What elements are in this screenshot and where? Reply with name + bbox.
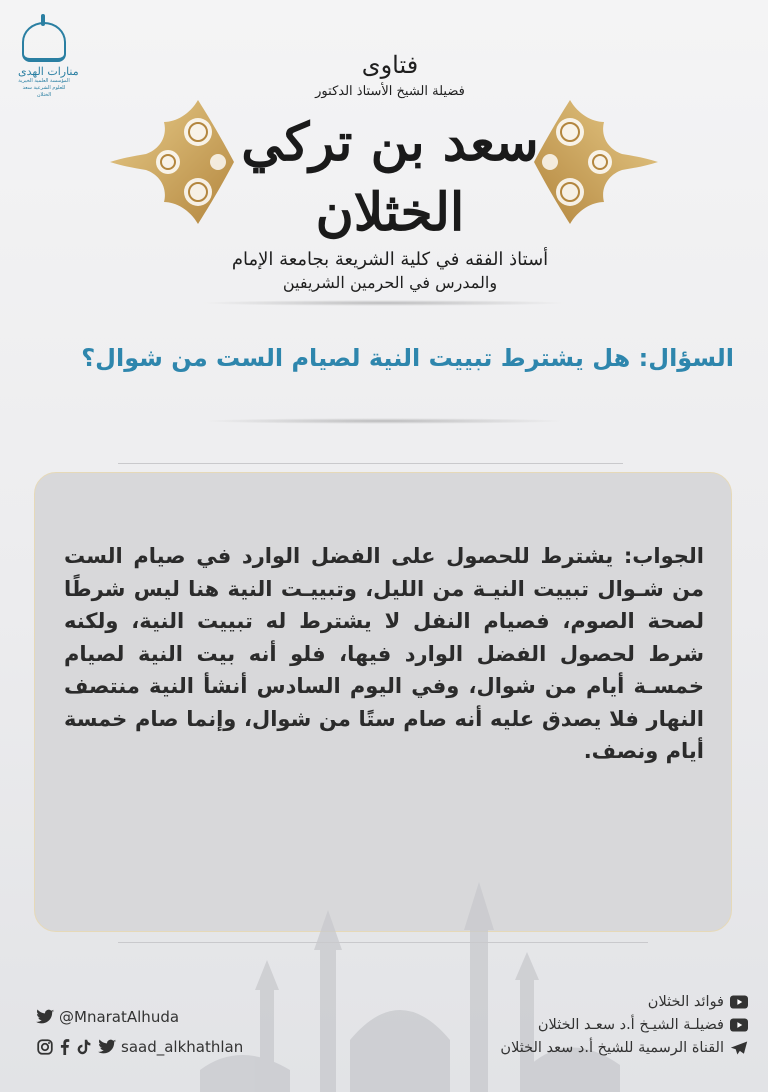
divider-bottom (118, 942, 648, 943)
mosque-skyline-icon (200, 880, 620, 1092)
twitter-row[interactable] (36, 1004, 296, 1030)
youtube-icon (730, 994, 748, 1010)
divider-top (118, 463, 623, 464)
honorific-line: فضيلة الشيخ الأستاذ الدكتور (315, 84, 465, 99)
logo-name: منارات الهدى (18, 65, 79, 78)
role-line-1: أستاذ الفقه في كلية الشريعة بجامعة الإمام (231, 249, 549, 270)
tiktok-icon[interactable] (75, 1039, 93, 1055)
sheikh-name: سعد بن تركي الخثلان (241, 112, 539, 243)
minaret-logo-icon (22, 22, 66, 62)
logo-subtitle: المؤسسة العلمية الخيرية للعلوم الشرعية سعد الخثلان (18, 78, 70, 98)
youtube-icon (730, 1017, 748, 1033)
brand-logo (18, 22, 79, 99)
twitter-handle[interactable]: @MnaratAlhuda (59, 1008, 180, 1026)
role-line-2: والمدرس في الحرمين الشريفين (282, 273, 498, 292)
facebook-icon[interactable] (59, 1039, 70, 1055)
answer-text: الجواب: يشترط للحصول على الفضل الوارد في صيام الست من شـوال تبييت النيـة من الليل، وتبييـت النية هنا ليس شرطًا لصحة الصوم، فصيام النفل لا يشترط له تبييت النية، ولكنه شرط لحصول الفضل الوارد فيها، فلو أنه بيت النية لصيام خمسـة أيام من شوال، وفي اليوم السادس أنشأ النية منتصف النهار فلا يصدق عليه أنه صام ستًا من شوال، وإنما صام خمسة أيام ونصف. (64, 544, 704, 763)
footer-channels (430, 990, 748, 1059)
channel-label[interactable]: فوائد الخثلان (647, 993, 724, 1010)
channel-link[interactable] (430, 990, 748, 1013)
social-handles-row (36, 1034, 296, 1060)
twitter-icon-2[interactable] (98, 1039, 116, 1055)
fatawa-title: فتاوى (361, 51, 419, 79)
question-text: السؤال: هل يشترط تبييت النية لصيام الست من شوال؟ (81, 344, 734, 372)
channel-link[interactable] (430, 1013, 748, 1036)
header-shadow-divider (200, 300, 568, 306)
header-title-block (190, 50, 590, 294)
question-shadow-divider (200, 418, 568, 424)
channel-label[interactable]: القناة الرسمية للشيخ أ.د سعد الخثلان (500, 1039, 724, 1056)
twitter-icon[interactable] (36, 1009, 54, 1025)
footer-social (36, 1004, 296, 1060)
social-handle[interactable]: saad_alkhathlan (121, 1038, 244, 1056)
instagram-icon[interactable] (36, 1039, 54, 1055)
telegram-icon (730, 1040, 748, 1056)
channel-label[interactable]: فضيلـة الشيـخ أ.د سعـد الخثلان (537, 1016, 724, 1033)
channel-link[interactable] (430, 1036, 748, 1059)
